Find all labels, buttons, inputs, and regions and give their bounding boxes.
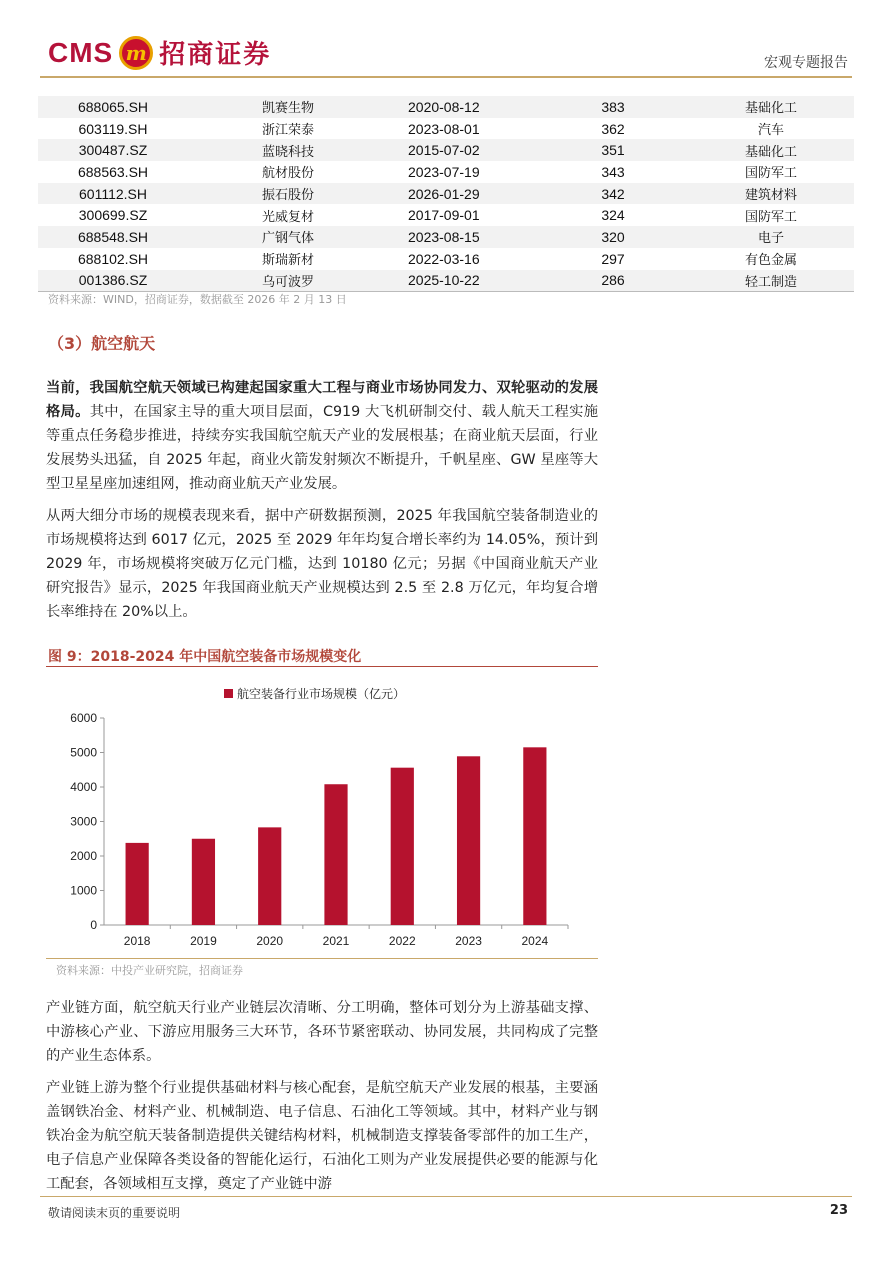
stock-code-cell: 001386.SZ: [38, 270, 188, 292]
count-value-cell: 342: [538, 183, 688, 205]
bar-2021: [324, 784, 347, 925]
industry-cell: 建筑材料: [688, 183, 854, 205]
cms-logo: [48, 34, 271, 71]
logo-cn-text: 招商证券: [159, 40, 272, 70]
paragraph-4: 产业链上游为整个行业提供基础材料与核心配套，是航空航天产业发展的根基，主要涵盖钢铁冶金、材料产业、机械制造、电子信息、石油化工等领域。其中，材料产业与钢铁冶金为航空航天装备制造提供关键结构材料，机械制造支撑装备零部件的加工生产，电子信息产业保障各类设备的智能化运行，石油化工则为产业发展提供必要的能源与化工配套，各领域相互支撑，奠定了产业链中游: [46, 1080, 598, 1192]
listing-date-cell: 2023-08-01: [408, 120, 480, 137]
company-name-cell: 浙江荣泰: [261, 123, 314, 139]
x-tick-label: 2020: [256, 934, 284, 948]
paragraph-1: [46, 376, 598, 496]
x-tick-label: 2021: [322, 934, 350, 948]
table-row: [38, 118, 854, 140]
industry-cell: 基础化工: [688, 139, 854, 161]
listing-date-cell: 2026-01-29: [388, 183, 538, 205]
logo-emblem-icon: [119, 36, 153, 70]
header-divider: [40, 76, 852, 78]
count-value-cell: 351: [538, 139, 688, 161]
section-heading: （3）航空航天: [48, 334, 156, 353]
industry-cell: 国防军工: [744, 209, 797, 225]
bar-2018: [126, 843, 149, 925]
table-row: [38, 204, 854, 226]
company-name-cell: 凯赛生物: [188, 96, 388, 118]
footer-note: 敬请阅读末页的重要说明: [48, 1206, 181, 1220]
company-name-cell: 振石股份: [188, 183, 388, 205]
y-tick-label: 0: [90, 918, 97, 932]
table-row: [38, 139, 854, 161]
stock-table: [38, 96, 854, 292]
table-row: [38, 161, 854, 183]
logo-cms-text: CMS: [48, 36, 114, 68]
industry-cell: 国防军工: [744, 166, 797, 182]
stock-code-cell: 300699.SZ: [78, 207, 148, 224]
figure-top-rule: [46, 666, 598, 667]
y-tick-label: 6000: [70, 711, 97, 725]
industry-cell: 有色金属: [744, 253, 797, 269]
x-tick-label: 2023: [455, 934, 482, 948]
company-name-cell: 光威复材: [261, 209, 314, 225]
stock-code-cell: 688563.SH: [77, 163, 149, 180]
paragraph-1-body: 其中，在国家主导的重大项目层面，C919 大飞机研制交付、载人航天工程实施等重点任务稳步推进，持续夯实我国航空航天产业的发展根基；在商业航天层面，行业发展势头迅猛，自 2025 年起，商业火箭发射频次不断提升，千帆星座、GW 星座等大型卫星星座加速组网，推动商业航天产业发展。: [46, 404, 599, 492]
count-value-cell: 383: [538, 96, 688, 118]
stock-code-cell: 300487.SZ: [38, 139, 188, 161]
legend-swatch: [224, 689, 233, 698]
bar-2024: [523, 747, 546, 925]
y-tick-label: 5000: [70, 745, 97, 760]
x-tick-label: 2018: [123, 934, 151, 948]
company-name-cell: 广钢气体: [188, 226, 388, 248]
bar-2019: [192, 839, 215, 925]
bar-2020: [258, 827, 281, 925]
paragraph-1-lead: 当前，我国航空航天领域已构建起国家重大工程与商业市场协同发力、双轮驱动的发展格局。: [46, 380, 598, 420]
count-value-cell: 320: [538, 226, 688, 248]
listing-date-cell: 2023-08-15: [388, 226, 538, 248]
count-value-cell: 362: [601, 120, 625, 137]
count-value-cell: 343: [601, 163, 625, 180]
paragraph-2: 从两大细分市场的规模表现来看，据中产研数据预测，2025 年我国航空装备制造业的市场规模将达到 6017 亿元，2025 至 2029 年年均复合增长率约为 14.05%，预计到 2029 年，市场规模将突破万亿元门槛，达到 10180 亿元；另据《中国商业航天产业研究报告》显示，2025 年我国商业航天产业规模达到 2.5 至 2.8 万亿元，年均复合增长率维持在 20%以上。: [46, 508, 598, 620]
stock-code-cell: 601112.SH: [38, 183, 188, 205]
count-value-cell: 297: [601, 250, 625, 267]
company-name-cell: 蓝晓科技: [188, 139, 388, 161]
x-tick-label: 2019: [190, 934, 217, 948]
industry-cell: 汽车: [757, 123, 784, 139]
x-tick-label: 2024: [521, 934, 549, 948]
figure-bottom-rule: [46, 958, 598, 959]
x-tick-label: 2022: [388, 934, 416, 948]
count-value-cell: 324: [601, 207, 625, 224]
table-row: [38, 248, 854, 270]
figure-title: 图 9：2018-2024 年中国航空装备市场规模变化: [48, 649, 362, 665]
stock-code-cell: 688548.SH: [38, 226, 188, 248]
company-name-cell: 乌可波罗: [188, 270, 388, 292]
count-value-cell: 286: [538, 270, 688, 292]
bar-2023: [457, 756, 480, 925]
y-tick-label: 4000: [70, 780, 97, 794]
listing-date-cell: 2015-07-02: [388, 139, 538, 161]
listing-date-cell: 2023-07-19: [408, 163, 480, 180]
legend-label: 航空装备行业市场规模（亿元）: [237, 687, 406, 701]
report-type: 宏观专题报告: [764, 55, 848, 71]
table-row: [38, 270, 854, 292]
company-name-cell: 斯瑞新材: [261, 253, 314, 269]
figure-source: 资料来源：中投产业研究院，招商证券: [56, 964, 243, 977]
listing-date-cell: 2022-03-16: [408, 250, 480, 267]
bar-chart: [46, 674, 598, 956]
y-tick-label: 1000: [70, 883, 97, 898]
stock-code-cell: 603119.SH: [78, 120, 148, 137]
industry-cell: 轻工制造: [688, 270, 854, 292]
footer-divider: [40, 1196, 852, 1197]
y-tick-label: 3000: [70, 814, 97, 829]
listing-date-cell: 2020-08-12: [388, 96, 538, 118]
table-row: [38, 96, 854, 118]
company-name-cell: 航材股份: [261, 166, 314, 182]
listing-date-cell: 2017-09-01: [408, 207, 480, 224]
industry-cell: 基础化工: [688, 96, 854, 118]
stock-code-cell: 688102.SH: [77, 250, 149, 267]
industry-cell: 电子: [688, 226, 854, 248]
y-tick-label: 2000: [70, 849, 97, 863]
page-header: [40, 28, 852, 78]
table-row: [38, 183, 854, 205]
table-row: [38, 226, 854, 248]
listing-date-cell: 2025-10-22: [388, 270, 538, 292]
page-number: 23: [829, 1203, 848, 1218]
bar-2022: [391, 768, 414, 925]
table-source: 资料来源：WIND，招商证券，数据截至 2026 年 2 月 13 日: [48, 293, 347, 306]
paragraph-3: 产业链方面，航空航天行业产业链层次清晰、分工明确，整体可划分为上游基础支撑、中游核心产业、下游应用服务三大环节，各环节紧密联动、协同发展，共同构成了完整的产业生态体系。: [46, 1000, 598, 1064]
stock-code-cell: 688065.SH: [38, 96, 188, 118]
